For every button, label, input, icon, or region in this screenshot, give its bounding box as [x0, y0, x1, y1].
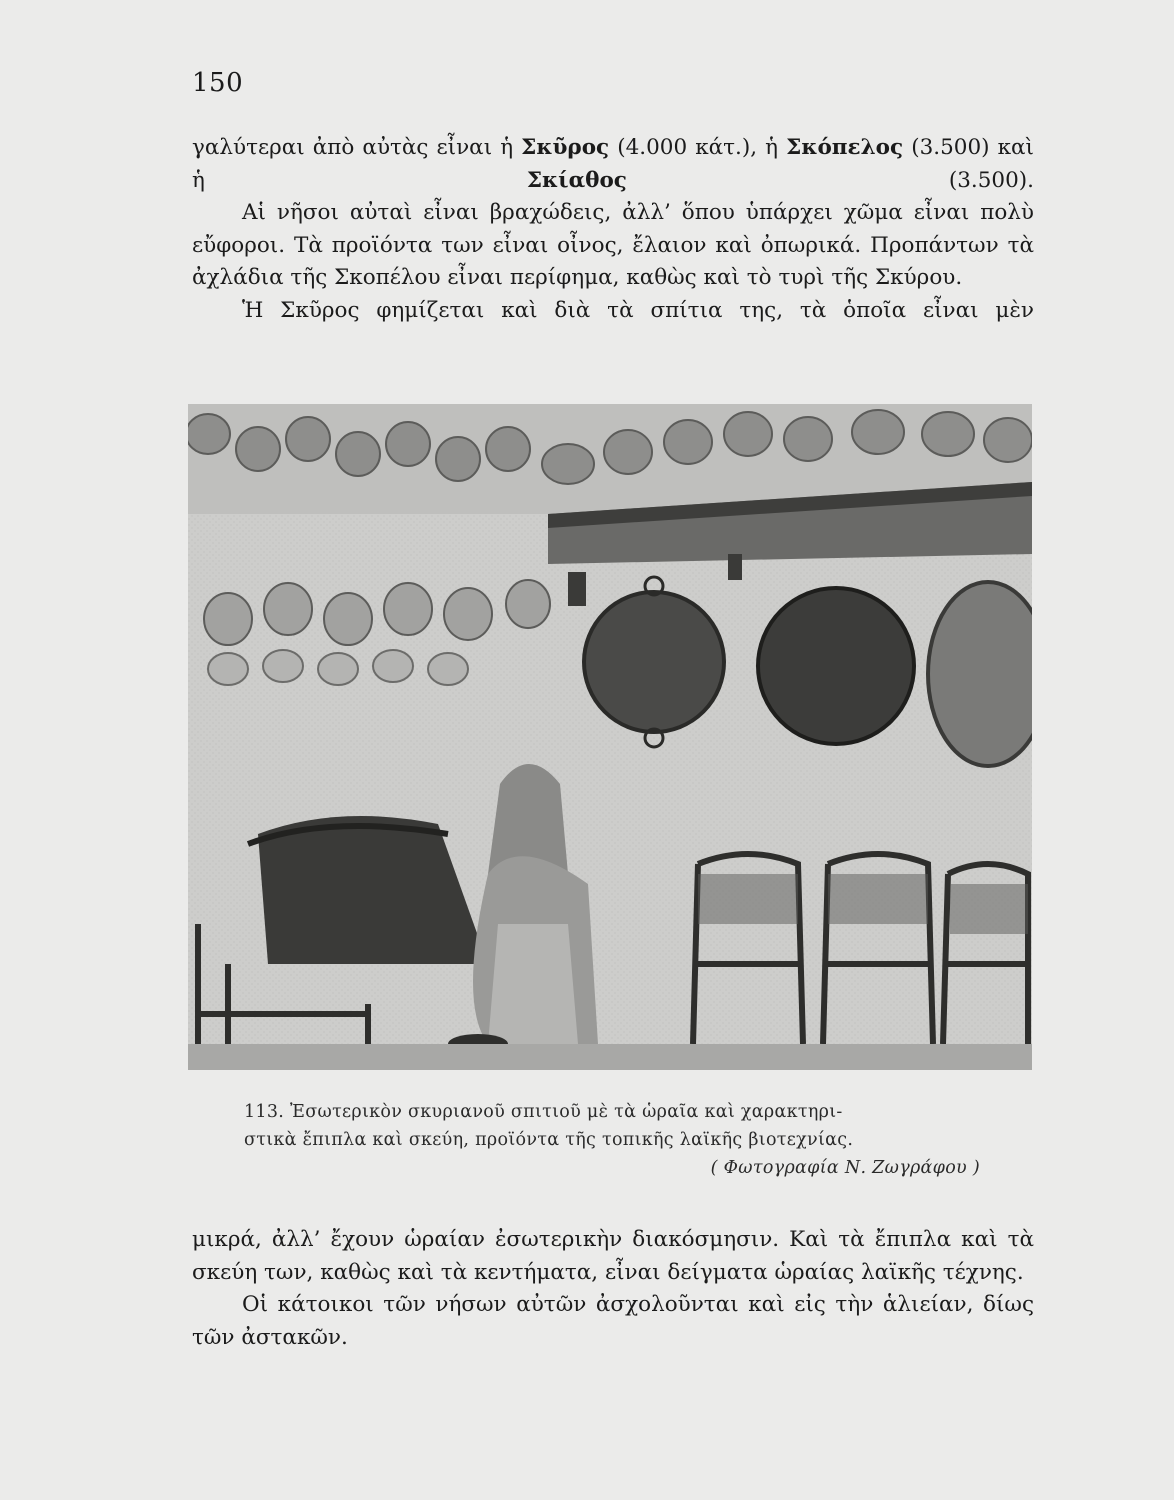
text-run: (3.500).	[626, 167, 1035, 193]
photo-credit: ( Φωτογραφία Ν. Ζωγράφου )	[710, 1158, 980, 1178]
photo-illustration	[188, 404, 1032, 1070]
bottom-text-block	[192, 1224, 1034, 1354]
paragraph-islands-population	[192, 132, 1034, 197]
paragraph-skyros-houses: Ἡ Σκῦρος φημίζεται καὶ διὰ τὰ σπίτια της, τὰ ὁποῖα εἶναι μὲν	[242, 297, 1034, 323]
island-name-skiathos: Σκίαθος	[526, 167, 627, 193]
island-name-skyros: Σκῦρος	[521, 135, 610, 160]
paragraph-fishing: Οἱ κάτοικοι τῶν νήσων αὐτῶν ἀσχολοῦνται καὶ εἰς τὴν ἁλιείαν, δίως τῶν ἀστακῶν.	[192, 1292, 1034, 1350]
caption-line-1: 113. Ἐσωτερικὸν σκυριανοῦ σπιτιοῦ μὲ τὰ ὡραῖα καὶ χαρακτηρι-	[244, 1102, 843, 1122]
island-name-skopelos: Σκόπελος	[786, 135, 904, 160]
text-run: (3.500) καὶ ἡ	[192, 135, 1034, 193]
top-text-block	[192, 132, 1034, 327]
caption-line-2: στικὰ ἔπιπλα καὶ σκεύη, προϊόντα τῆς τοπικῆς λαϊκῆς βιοτεχνίας.	[244, 1130, 854, 1150]
text-run: (4.000 κάτ.), ἡ	[609, 135, 787, 160]
paragraph-islands-products: Αἱ νῆσοι αὐταὶ εἶναι βραχώδεις, ἀλλ’ ὅπου ὑπάρχει χῶμα εἶναι πολὺ εὔφοροι. Τὰ προϊόντα των εἶναι οἶνος, ἔλαιον καὶ ὀπωρικά. Προπάντων τὰ ἀχλάδια τῆς Σκοπέλου εἶναι περίφημα, καθὼς καὶ τὸ τυρὶ τῆς Σκύρου.	[192, 200, 1034, 290]
text-run: γαλύτεραι ἀπὸ αὐτὰς εἶναι ἡ	[192, 135, 522, 160]
photo-caption	[244, 1098, 988, 1182]
page-number: 150	[192, 68, 244, 98]
photo-house-interior	[188, 404, 1032, 1070]
paragraph-decoration: μικρά, ἀλλ’ ἔχουν ὡραίαν ἐσωτερικὴν διακόσμησιν. Καὶ τὰ ἔπιπλα καὶ τὰ σκεύη των, καθὼς καὶ τὰ κεντήματα, εἶναι δείγματα ὡραίας λαϊκῆς τέχνης.	[192, 1227, 1034, 1285]
